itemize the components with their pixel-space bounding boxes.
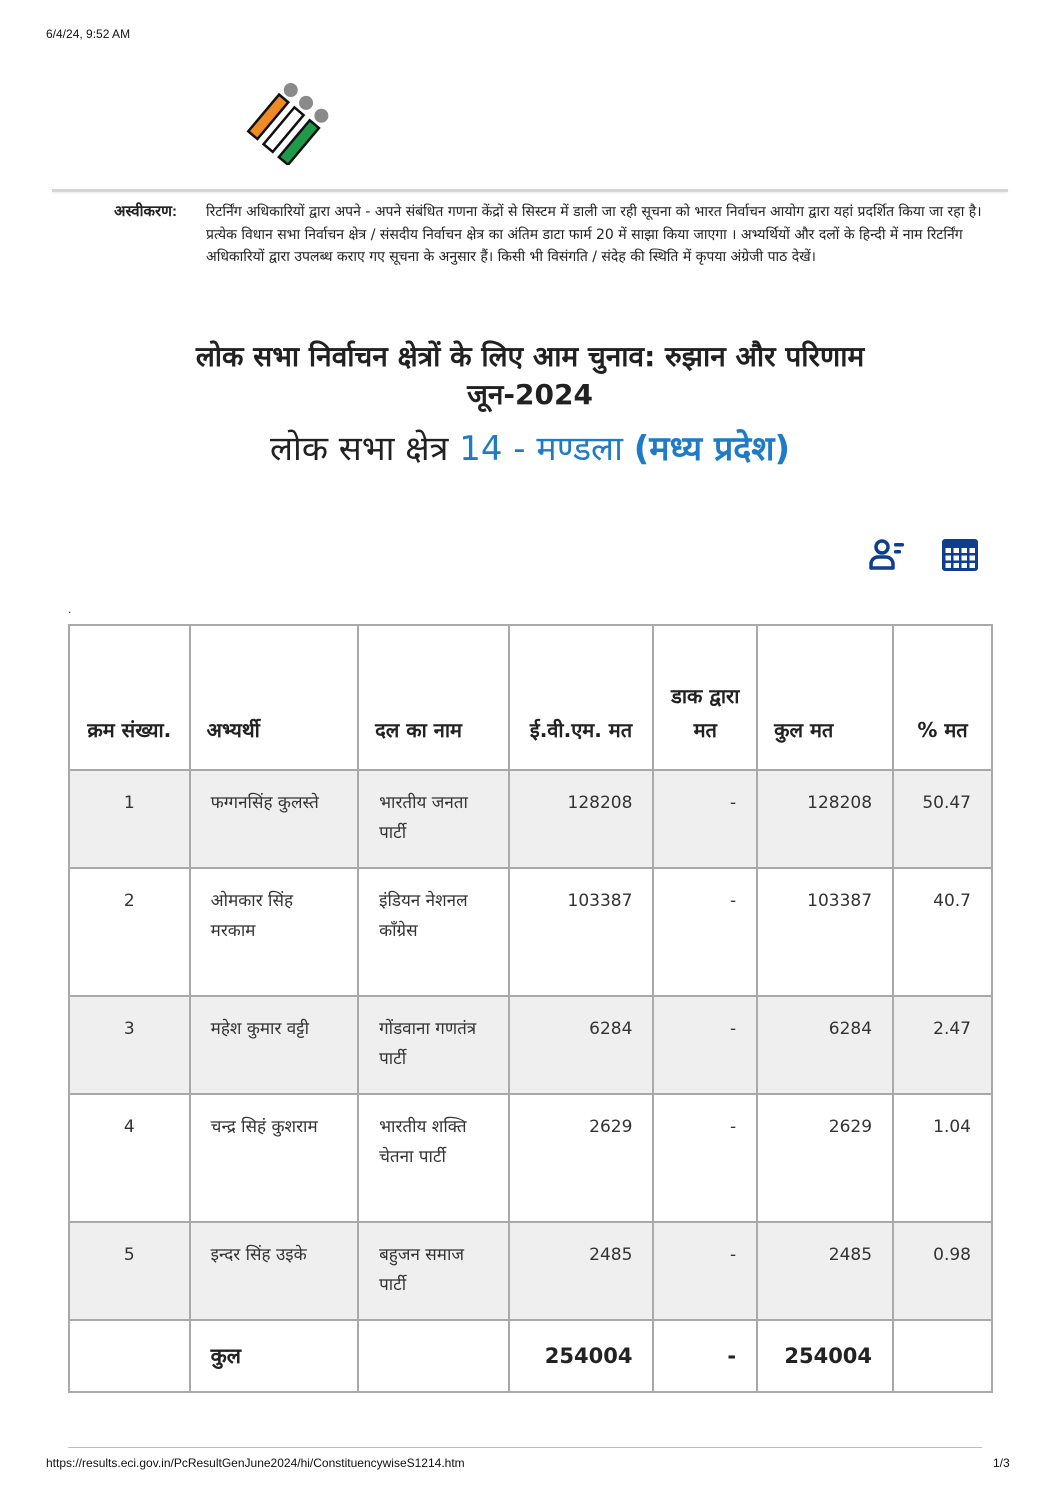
cell-empty xyxy=(358,1320,508,1392)
header-serial-no: क्रम संख्या. xyxy=(69,625,190,770)
cell-serial-no: 5 xyxy=(69,1222,190,1320)
table-row xyxy=(69,996,992,1094)
cell-party: बहुजन समाज पार्टी xyxy=(358,1222,508,1320)
totals-row xyxy=(69,1320,992,1392)
cell-serial-no: 3 xyxy=(69,996,190,1094)
eci-logo xyxy=(243,70,338,165)
constituency-prefix: लोक सभा क्षेत्र xyxy=(269,429,449,469)
print-datetime: 6/4/24, 9:52 AM xyxy=(46,27,131,41)
cell-candidate: फग्गनसिंह कुलस्ते xyxy=(190,770,358,868)
header-evm-votes: ई.वी.एम. मत xyxy=(509,625,654,770)
cell-evm-votes: 128208 xyxy=(509,770,654,868)
cell-evm-votes: 103387 xyxy=(509,868,654,996)
cell-evm-votes: 2485 xyxy=(509,1222,654,1320)
header-divider xyxy=(52,189,1008,192)
disclaimer xyxy=(114,201,984,269)
page-title xyxy=(60,338,1000,414)
cell-total-votes: 6284 xyxy=(757,996,893,1094)
table-row xyxy=(69,1094,992,1222)
header-total-votes: कुल मत xyxy=(757,625,893,770)
cell-serial-no: 4 xyxy=(69,1094,190,1222)
footer-url: https://results.eci.gov.in/PcResultGenJune2024/hi/ConstituencywiseS1214.htm xyxy=(46,1456,465,1470)
cell-candidate: महेश कुमार वट्टी xyxy=(190,996,358,1094)
cell-candidate: चन्द्र सिहं कुशराम xyxy=(190,1094,358,1222)
cell-total-votes: 128208 xyxy=(757,770,893,868)
cell-candidate: इन्दर सिंह उइके xyxy=(190,1222,358,1320)
totals-total-votes: 254004 xyxy=(757,1320,893,1392)
constituency-name: 14 - मण्डला xyxy=(459,429,623,469)
table-view-button[interactable] xyxy=(940,535,980,575)
cell-empty xyxy=(893,1320,992,1392)
cell-serial-no: 1 xyxy=(69,770,190,868)
page-number: 1/3 xyxy=(993,1456,1010,1470)
cell-total-votes: 103387 xyxy=(757,868,893,996)
totals-label: कुल xyxy=(190,1320,358,1392)
cell-postal-votes: - xyxy=(653,1094,757,1222)
cell-vote-percent: 0.98 xyxy=(893,1222,992,1320)
header-candidate: अभ्यर्थी xyxy=(190,625,358,770)
cell-vote-percent: 2.47 xyxy=(893,996,992,1094)
cell-party: गोंडवाना गणतंत्र पार्टी xyxy=(358,996,508,1094)
candidate-list-icon xyxy=(868,538,908,572)
candidate-view-button[interactable] xyxy=(868,535,908,575)
marker-dot: . xyxy=(68,602,72,616)
header-vote-percent: % मत xyxy=(893,625,992,770)
header-party: दल का नाम xyxy=(358,625,508,770)
header-postal-votes: डाक द्वारा मत xyxy=(653,625,757,770)
results-table xyxy=(68,624,993,1393)
cell-total-votes: 2629 xyxy=(757,1094,893,1222)
page-title-line1: लोक सभा निर्वाचन क्षेत्रों के लिए आम चुनाव: रुझान और परिणाम xyxy=(195,340,865,373)
cell-vote-percent: 50.47 xyxy=(893,770,992,868)
cell-vote-percent: 1.04 xyxy=(893,1094,992,1222)
state-name: (मध्य प्रदेश) xyxy=(633,429,791,469)
totals-evm-votes: 254004 xyxy=(509,1320,654,1392)
totals-postal-votes: - xyxy=(653,1320,757,1392)
cell-party: इंडियन नेशनल कॉंग्रेस xyxy=(358,868,508,996)
cell-postal-votes: - xyxy=(653,770,757,868)
cell-serial-no: 2 xyxy=(69,868,190,996)
disclaimer-text: रिटर्निंग अधिकारियों द्वारा अपने - अपने संबंधित गणना केंद्रों से सिस्टम में डाली जा रही सूचना को भारत निर्वाचन आयोग द्वारा यहां प्रदर्शित किया जा रहा है। प्रत्येक विधान सभा निर्वाचन क्षेत्र / संसदीय निर्वाचन क्षेत्र का अंतिम डाटा फार्म 20 में साझा किया जाएगा । अभ्यर्थियों और दलों के हिन्दी में नाम रिटर्निंग अधिकारियों द्वारा उपलब्ध कराए गए सूचना के अनुसार हैं। किसी भी विसंगति / संदेह की स्थिति में कृपया अंग्रेजी पाठ देखें। xyxy=(206,204,982,265)
cell-evm-votes: 2629 xyxy=(509,1094,654,1222)
cell-candidate: ओमकार सिंह मरकाम xyxy=(190,868,358,996)
cell-evm-votes: 6284 xyxy=(509,996,654,1094)
cell-party: भारतीय शक्ति चेतना पार्टी xyxy=(358,1094,508,1222)
cell-postal-votes: - xyxy=(653,1222,757,1320)
table-view-icon xyxy=(941,538,979,572)
cell-postal-votes: - xyxy=(653,868,757,996)
table-header-row xyxy=(69,625,992,770)
eci-logo-icon xyxy=(243,70,338,165)
footer-divider xyxy=(68,1447,982,1448)
page-title-line2: जून-2024 xyxy=(467,378,593,411)
cell-total-votes: 2485 xyxy=(757,1222,893,1320)
table-row xyxy=(69,868,992,996)
cell-vote-percent: 40.7 xyxy=(893,868,992,996)
table-row xyxy=(69,1222,992,1320)
cell-postal-votes: - xyxy=(653,996,757,1094)
disclaimer-label: अस्वीकरण: xyxy=(114,203,178,220)
constituency-heading xyxy=(60,425,1000,473)
table-row xyxy=(69,770,992,868)
cell-empty xyxy=(69,1320,190,1392)
cell-party: भारतीय जनता पार्टी xyxy=(358,770,508,868)
